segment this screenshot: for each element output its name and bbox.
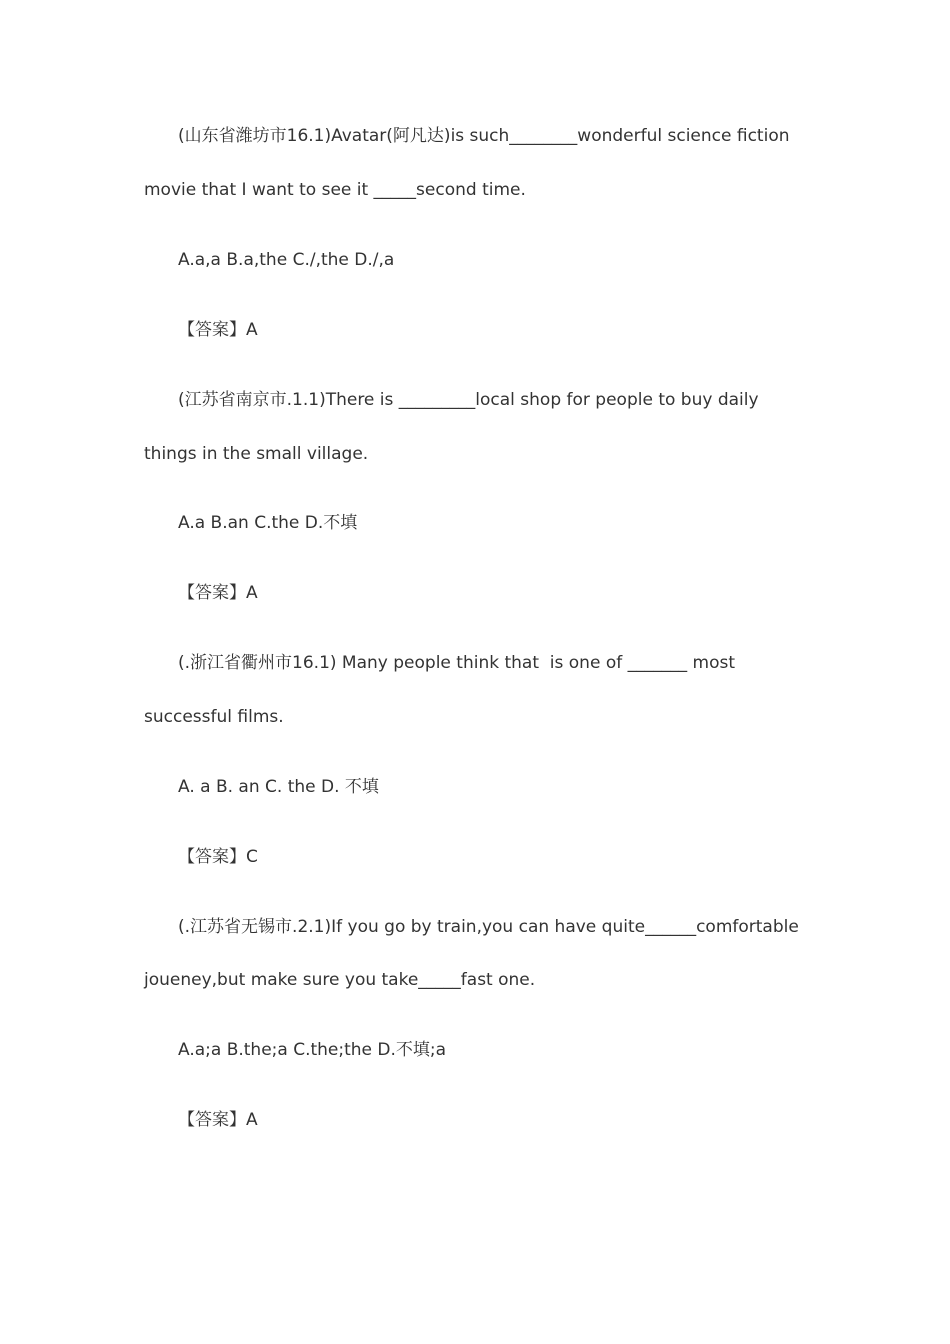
question-3-stem-line-1: (.浙江省衢州市16.1) Many people think that is one of _______ most — [178, 653, 735, 673]
question-4-options: A.a;a B.the;a C.the;the D.不填;a — [178, 1040, 447, 1060]
question-3-stem-line-2: successful films. — [144, 707, 284, 727]
question-4-stem-line-1: (.江苏省无锡市.2.1)If you go by train,you can have quite______comfortable — [178, 917, 799, 937]
question-2-stem-line-2: things in the small village. — [144, 444, 369, 464]
question-2-options: A.a B.an C.the D.不填 — [178, 513, 358, 533]
question-2-stem-line-1: (江苏省南京市.1.1)There is _________local shop for people to buy daily — [178, 390, 759, 410]
question-4-stem-line-2: joueney,but make sure you take_____fast one. — [144, 970, 536, 990]
question-4-answer: 【答案】A — [178, 1110, 258, 1130]
question-1-options: A.a,a B.a,the C./,the D./,a — [178, 250, 395, 270]
question-2-answer: 【答案】A — [178, 583, 258, 603]
question-1-stem-line-1: (山东省潍坊市16.1)Avatar(阿凡达)is such________wonderful science fiction — [178, 126, 790, 146]
question-3-answer: 【答案】C — [178, 847, 258, 867]
question-1-stem-line-2: movie that I want to see it _____second time. — [144, 180, 526, 200]
question-3-options: A. a B. an C. the D. 不填 — [178, 777, 379, 797]
question-1-answer: 【答案】A — [178, 320, 258, 340]
